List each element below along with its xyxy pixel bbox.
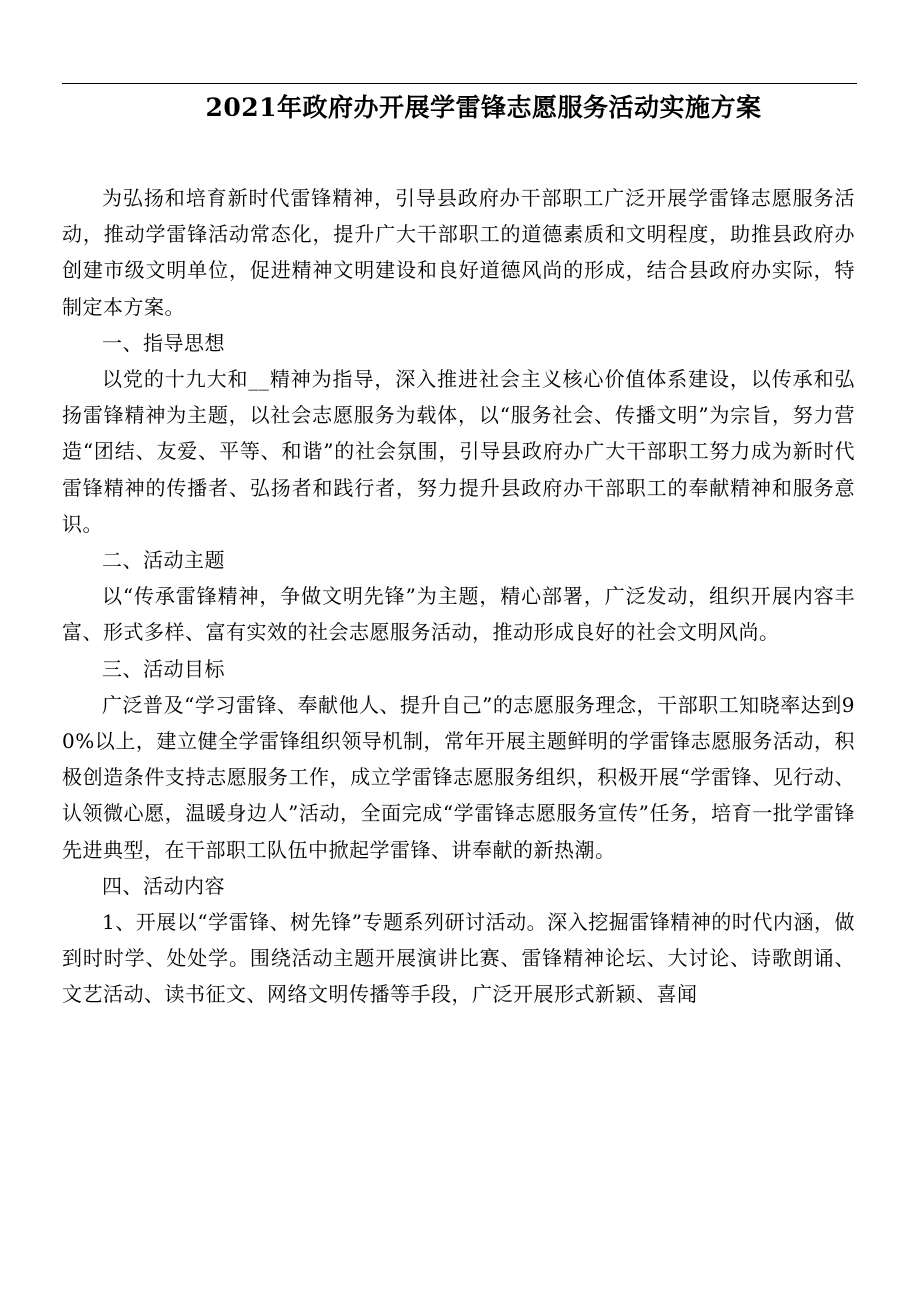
activity-goals-paragraph: 广泛普及“学习雷锋、奉献他人、提升自己”的志愿服务理念，干部职工知晓率达到90%以上，建立健全学雷锋组织领导机制，常年开展主题鲜明的学雷锋志愿服务活动，积极创造条件支持志愿服务工作，成立学雷锋志愿服务组织，积极开展“学雷锋、见行动、认领微心愿，温暖身边人”活动，全面完成“学雷锋志愿服务宣传”任务，培育一批学雷锋先进典型，在干部职工队伍中掀起学雷锋、讲奉献的新热潮。 [62,692,855,862]
document-title: 2021年政府办开展学雷锋志愿服务活动实施方案 [205,93,762,122]
header-rule [62,83,857,84]
activity-theme-paragraph: 以“传承雷锋精神，争做文明先锋”为主题，精心部署，广泛发动，组织开展内容丰富、形式多样、富有实效的社会志愿服务活动，推动形成良好的社会文明风尚。 [62,584,855,645]
section-heading-activity-content: 四、活动内容 [102,873,225,898]
section-heading-activity-goals: 三、活动目标 [102,656,225,681]
section-heading-activity-theme: 二、活动主题 [102,548,225,573]
section-heading-guiding-thought: 一、指导思想 [102,330,225,355]
guiding-thought-paragraph: 以党的十九大和__精神为指导，深入推进社会主义核心价值体系建设，以传承和弘扬雷锋精神为主题，以社会志愿服务为载体，以“服务社会、传播文明”为宗旨，努力营造“团结、友爱、平等、和谐”的社会氛围，引导县政府办广大干部职工努力成为新时代雷锋精神的传播者、弘扬者和践行者，努力提升县政府办干部职工的奉献精神和服务意识。 [62,367,855,536]
document-body [62,180,855,1013]
intro-paragraph: 为弘扬和培育新时代雷锋精神，引导县政府办干部职工广泛开展学雷锋志愿服务活动，推动学雷锋活动常态化，提升广大干部职工的道德素质和文明程度，助推县政府办创建市级文明单位，促进精神文明建设和良好道德风尚的形成，结合县政府办实际，特制定本方案。 [62,186,855,319]
activity-content-paragraph: 1、开展以“学雷锋、树先锋”专题系列研讨活动。深入挖掘雷锋精神的时代内涵，做到时时学、处处学。围绕活动主题开展演讲比赛、雷锋精神论坛、大讨论、诗歌朗诵、文艺活动、读书征文、网络文明传播等手段，广泛开展形式新颖、喜闻 [62,910,855,1007]
